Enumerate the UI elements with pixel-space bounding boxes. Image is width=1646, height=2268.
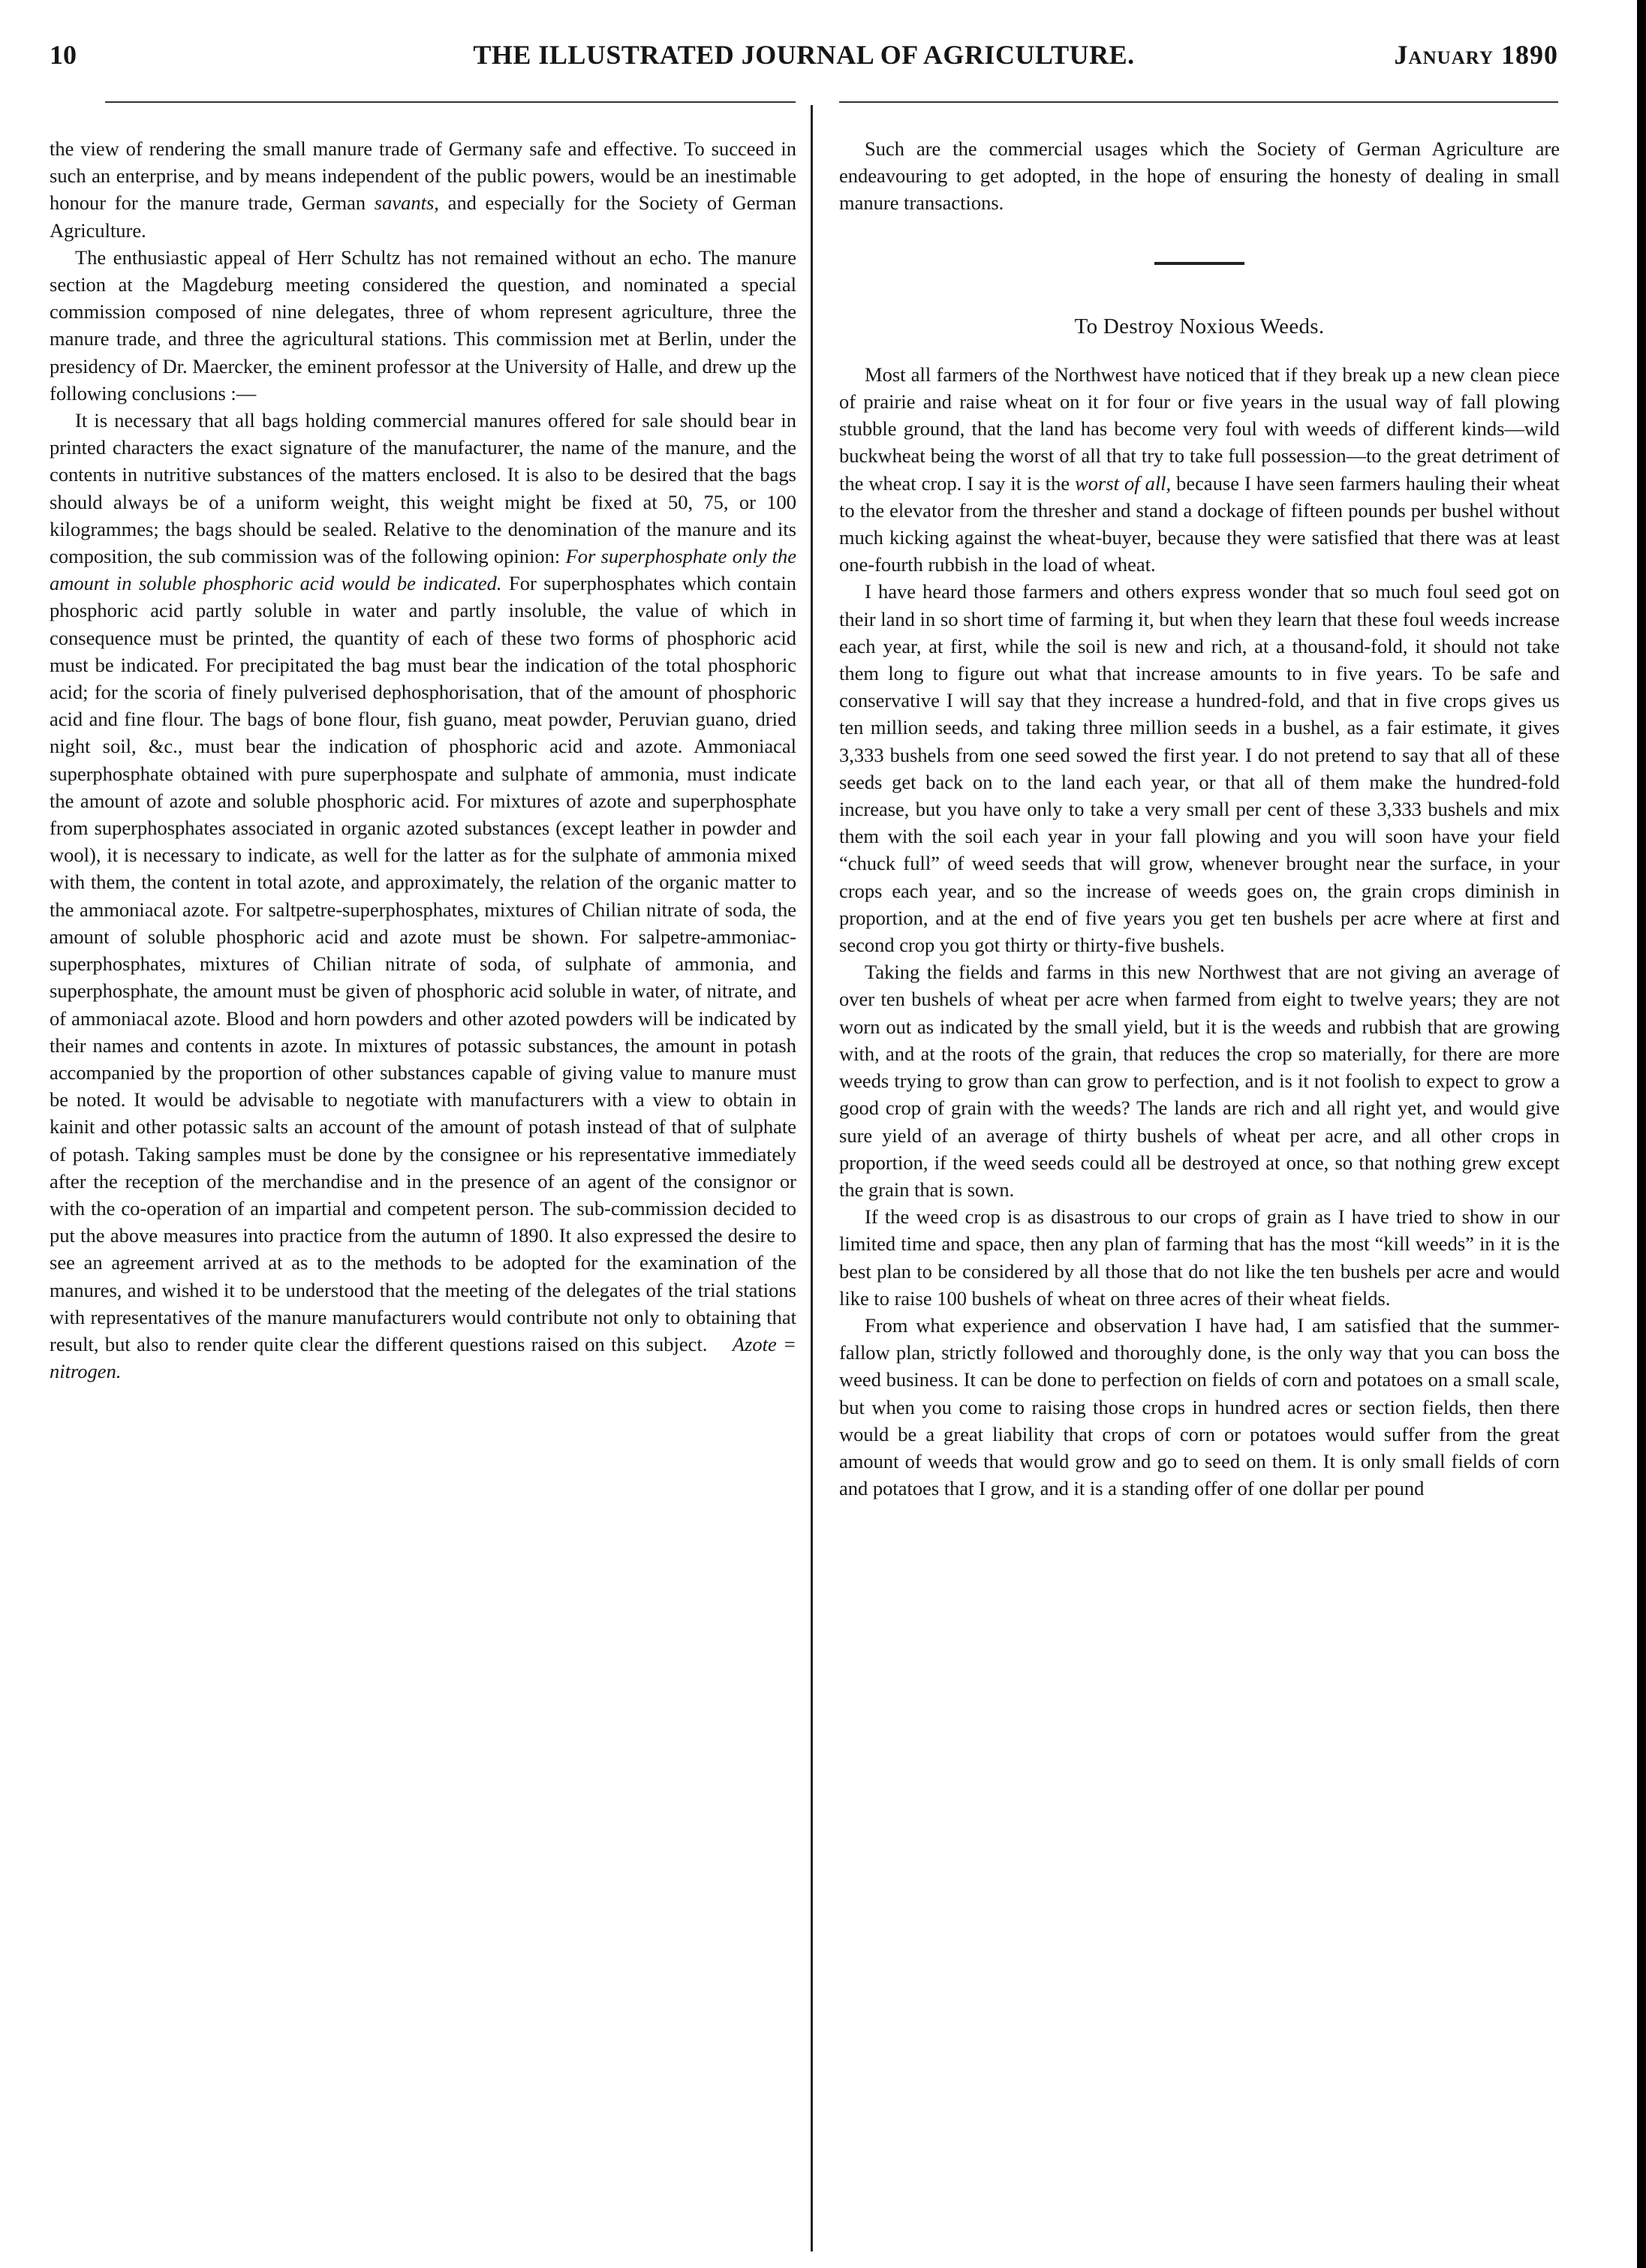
header-rule-left [105,101,796,103]
page-number: 10 [50,40,77,70]
left-paragraph-3: It is necessary that all bags holding commercial manures offered for sale should bear in printed characters the exact signature of the manufacturer, the name of the manure, and the contents in nutritive substances of the matters enclosed. It is also to be desired that the bags should always be of a uniform weight, this weight might be fixed at 50, 75, or 100 kilogrammes; the bags should be sealed. Relative to the denomination of the manure and its composition, the sub commission was of the following opinion: For superphosphate only the amount in soluble phosphoric acid would be indicated. For superphosphates which contain phosphoric acid partly soluble in water and partly insoluble, the value of which in consequence must be printed, the quantity of each of these two forms of phosphoric acid must be indicated. For precipitated the bag must bear the indication of the total phosphoric acid; for the scoria of finely pulverised dephosphorisation, that of the amount of phosphoric acid and fine flour. The bags of bone flour, fish guano, meat powder, Peruvian guano, dried night soil, &c., must bear the indication of phosphoric acid and azote. Ammoniacal superphosphate obtained with pure superphospate and sulphate of ammonia, must indicate the amount of azote and soluble phosphoric acid. For mixtures of azote and superphosphate from superphosphates associated in organic azoted substances (except leather in powder and wool), it is necessary to indicate, as well for the latter as for the sulphate of ammonia mixed with them, the content in total azote, and approximately, the relation of the organic matter to the ammoniacal azote. For saltpetre-superphosphates, mixtures of Chilian nitrate of soda, the amount of soluble phosphoric acid and azote must be shown. For salpetre-ammoniac-superphosphates, mixtures of Chilian nitrate of soda, of sulphate of ammonia, and superphosphate, the amount must be given of phosphoric acid soluble in water, of nitrate, and of ammoniacal azote. Blood and horn powders and other azoted powders will be indicated by their names and contents in azote. In mixtures of potassic substances, the amount in potash accompanied by the proportion of other substances capable of giving value to manure must be noted. It would be advisable to negotiate with manufacturers with a view to obtain in kainit and other potassic salts an account of the amount of potash instead of that of sulphate of potash. Taking samples must be done by the consignee or his representative immediately after the reception of the merchandise and in the presence of an agent of the consignor or with the co-operation of an impartial and competent person. The sub-commission decided to put the above measures into practice from the autumn of 1890. It also expressed the desire to see an agreement arrived at as to the methods to be adopted for the examination of the manures, and wished it to be understood that the meeting of the delegates of the trial stations with representatives of the manure manufacturers would contribute not only to obtaining that result, but also to render quite clear the different questions raised on this subject. Azote = nitrogen. [50,409,796,1383]
column-divider [811,105,813,2251]
issue-date: January 1890 [1394,40,1558,70]
right-paragraph-2: Most all farmers of the Northwest have noticed that if they break up a new clean piece of prairie and raise wheat on it for four or five years in the usual way of fall plowing stubble ground, that the land has become very foul with weeds of different kinds—wild buckwheat being the worst of all that try to take full possession—to the great detriment of the wheat crop. I say it is the worst of all, because I have seen farmers hauling their wheat to the elevator from the thresher and stand a dockage of fifteen pounds per bushel without much kicking against the wheat-buyer, because they were satisfied that there was at least one-fourth rubbish in the load of wheat. [839,362,1560,576]
right-paragraph-4: Taking the fields and farms in this new Northwest that are not giving an average of over ten bushels of wheat per acre when farmed from eight to twelve years; they are not worn out as indicated by the small yield, but it is the weeds and rubbish that are growing with, and at the roots of the grain, that reduces the crop so materially, for there are more weeds trying to grow than can grow to perfection, and is it not foolish to expect to grow a good crop of grain with the weeds? The lands are rich and all right yet, and would give sure yield of an average of thirty bushels of wheat per acre, and all other crops in proportion, if the weed seeds could all be destroyed at once, so that nothing grew except the grain that is sown. [839,961,1560,1201]
right-paragraph-6: From what experience and observation I have had, I am satisfied that the summer-fallow plan, strictly followed and thoroughly done, is the only way that you can boss the weed business. It can be done to perfection on fields of corn and potatoes on a small scale, but when you come to raising those crops in hundred acres or section fields, then there would be a great liability that crops of corn or potatoes would suffer from the great amount of weeds that would grow and go to seed on them. It is only small fields of corn and potatoes that I grow, and it is a standing offer of one dollar per pound [839,1313,1560,1500]
right-paragraph-5: If the weed crop is as disastrous to our crops of grain as I have tried to show in our limited time and space, then any plan of farming that has the most “kill weeds” in it is the best plan to be considered by all those that do not like the ten bushels per acre and would like to raise 100 bushels of wheat on three acres of their wheat fields. [839,1205,1560,1310]
header-rule-right [839,101,1558,103]
footnote-azote: Azote = nitrogen. [50,1332,796,1383]
article-separator [1154,262,1244,265]
right-column [839,135,1560,1502]
article-heading: To Destroy Noxious Weeds. [1074,314,1325,338]
journal-title: THE ILLUSTRATED JOURNAL OF AGRICULTURE. [473,40,1135,70]
right-paragraph-3: I have heard those farmers and others express wonder that so much foul seed got on their land in so short time of farming it, but when they learn that these foul weeds increase each year, at first, while the soil is new and rich, at a thousand-fold, it should not take them long to figure out what that increase amounts to in five years. To be safe and conservative I will say that they increase a hundred-fold, and that in five crops gives us ten million seeds, and taking three million seeds in a bushel, as a fair estimate, it gives 3,333 bushels from one seed sowed the first year. I do not pretend to say that all of these seeds get back on to the land each year, or that all of them make the hundred-fold increase, but you have only to take a very small per cent of these 3,333 bushels and mix them with the soil each year in your fall plowing and you will soon have your field “chuck full” of weed seeds that will grow, whenever brought near the surface, in your crops each year, and so the increase of weeds goes on, the grain crops diminish in proportion, and at the end of five years you get ten bushels per acre where at first and second crop you got thirty or thirty-five bushels. [839,580,1560,957]
right-paragraph-1: Such are the commercial usages which the Society of German Agriculture are endeavouring to get adopted, in the hope of ensuring the honesty of dealing in small manure transactions. [839,137,1560,215]
left-paragraph-2: The enthusiastic appeal of Herr Schultz has not remained without an echo. The manure section at the Magdeburg meeting considered the question, and nominated a special commission composed of nine delegates, three of whom represent agriculture, three the manure trade, and three the agricultural stations. This commission met at Berlin, under the presidency of Dr. Maercker, the eminent professor at the University of Halle, and drew up the following conclusions :— [50,245,796,405]
left-paragraph-1: the view of rendering the small manure trade of Germany safe and effective. To succeed in such an enterprise, and by means independent of the public powers, would be an inestimable honour for the manure trade, German savants, and especially for the Society of German Agriculture. [50,137,796,242]
scan-edge [1637,0,1646,2268]
left-column [50,135,796,1385]
page-header [50,39,1558,81]
